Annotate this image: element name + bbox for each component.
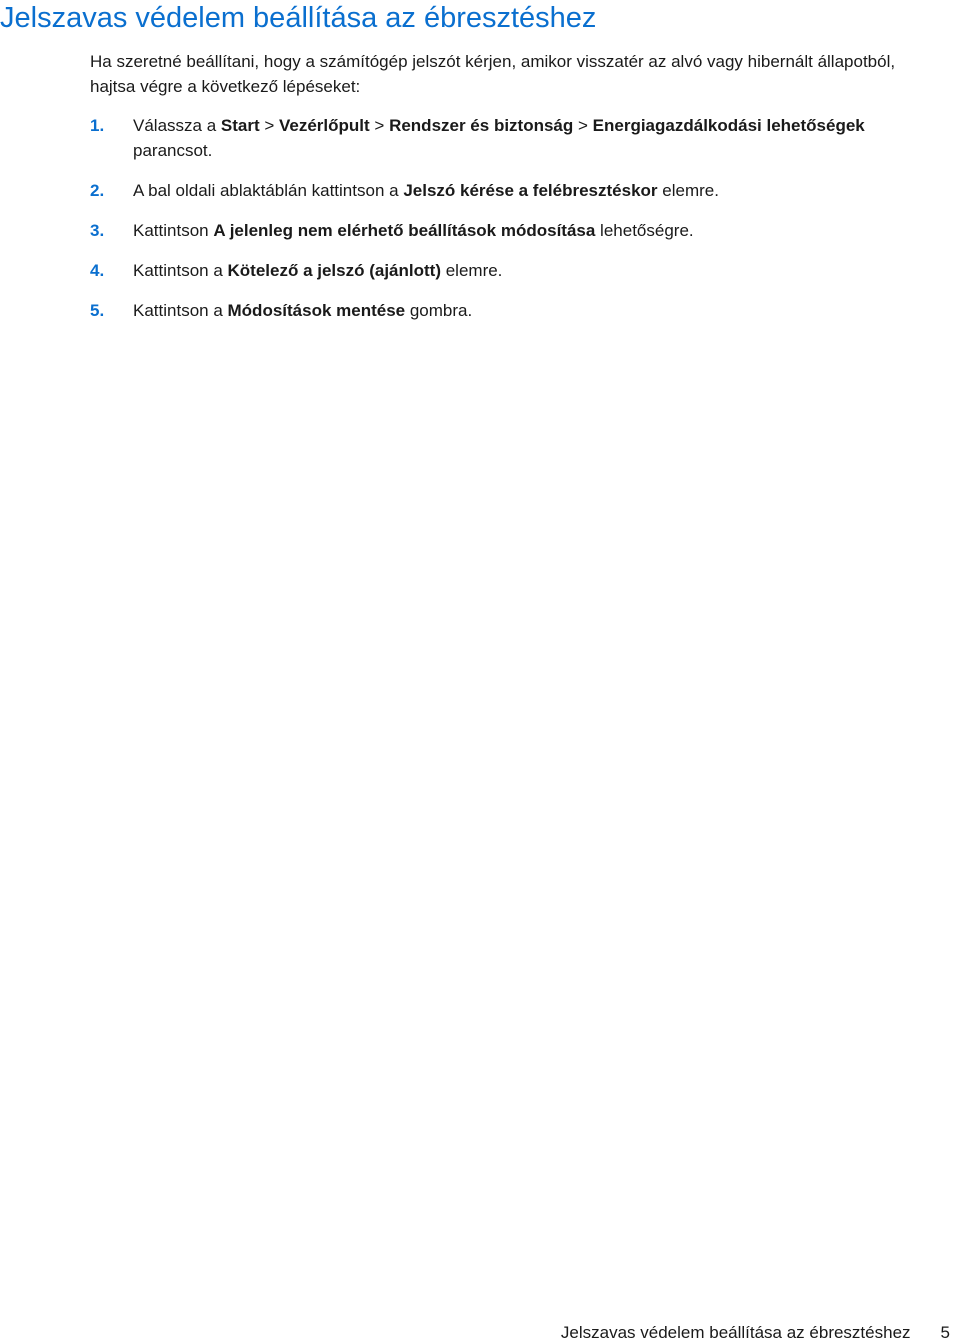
step-number: 5. — [90, 301, 105, 320]
step-text-part: > — [573, 116, 593, 135]
step-text-part: gombra. — [405, 301, 473, 320]
step-number: 4. — [90, 261, 105, 280]
step-text-part: lehetőségre. — [595, 221, 694, 240]
menu-item-start: Start — [220, 116, 260, 135]
step-text-part: Válassza a — [133, 116, 221, 135]
step-text-part: elemre. — [441, 261, 503, 280]
step-number: 3. — [90, 221, 105, 240]
menu-item-power-options: Energiagazdálkodási lehetőségek — [592, 116, 865, 135]
step-text-part: Kattintson a — [133, 301, 228, 320]
menu-item-control-panel: Vezérlőpult — [279, 116, 370, 135]
step-text-part: > — [259, 116, 279, 135]
button-save-changes-label: Módosítások mentése — [227, 301, 406, 320]
step-number: 1. — [90, 116, 105, 135]
step-text-part: Kattintson a — [133, 261, 228, 280]
step-text — [133, 221, 694, 240]
page-title: Jelszavas védelem beállítása az ébresztéshez — [0, 2, 597, 34]
option-require-password-recommended: Kötelező a jelszó (ajánlott) — [227, 261, 441, 280]
option-require-password-on-wakeup: Jelszó kérése a felébresztéskor — [403, 181, 658, 200]
step-text-part: > — [369, 116, 390, 135]
step-item — [90, 258, 940, 283]
step-text-part: elemre. — [657, 181, 719, 200]
option-change-unavailable-settings: A jelenleg nem elérhető beállítások módosítása — [213, 221, 596, 240]
step-item — [90, 218, 940, 243]
step-text — [133, 116, 865, 160]
menu-item-system-security: Rendszer és biztonság — [389, 116, 574, 135]
footer-page-number: 5 — [940, 1323, 950, 1342]
step-item — [90, 298, 940, 323]
step-text-part: Kattintson — [133, 221, 214, 240]
step-text-part: A bal oldali ablaktáblán kattintson a — [133, 181, 404, 200]
page-footer — [561, 1322, 950, 1344]
footer-running-title: Jelszavas védelem beállítása az ébresztéshez — [560, 1323, 911, 1342]
step-item — [90, 113, 940, 163]
step-text-part: parancsot. — [133, 141, 213, 160]
step-text — [133, 181, 719, 200]
steps-list — [90, 113, 940, 338]
step-text — [133, 261, 502, 280]
intro-paragraph: Ha szeretné beállítani, hogy a számítógép jelszót kérjen, amikor visszatér az alvó vagy hibernált állapotból, hajtsa végre a következő lépéseket: — [90, 52, 896, 96]
step-item — [90, 178, 940, 203]
step-number: 2. — [90, 181, 105, 200]
step-text — [133, 301, 472, 320]
